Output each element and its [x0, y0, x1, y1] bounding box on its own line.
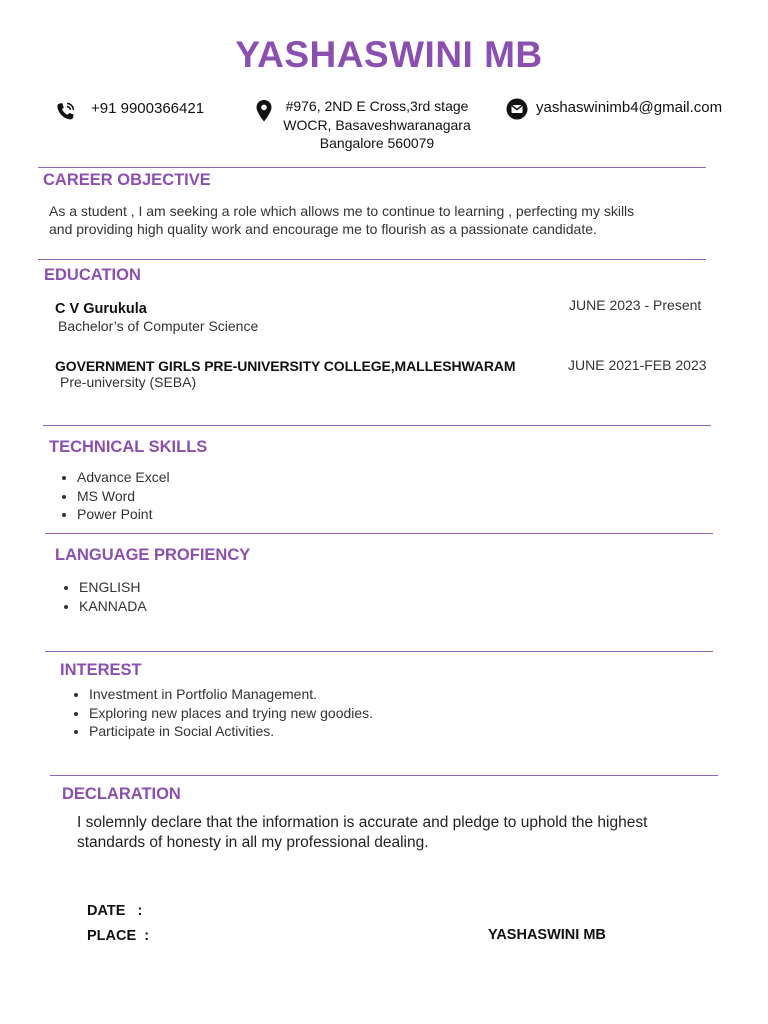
address-line: Bangalore 560079: [319, 135, 435, 151]
phone-number: +91 9900366421: [91, 100, 205, 117]
career-objective-text: [49, 202, 729, 238]
section-divider: [50, 775, 718, 776]
language-list: [59, 578, 147, 615]
place-label: PLACE :: [87, 928, 150, 944]
declaration-text: [77, 813, 737, 853]
education-dates: JUNE 2021-FEB 2023: [568, 357, 707, 373]
list-item: • Power Point: [77, 505, 170, 524]
interest-list: [69, 685, 373, 741]
career-objective-line: As a student , I am seeking a role which allows me to continue to learning , perfecting my skills: [49, 203, 635, 219]
section-divider: [45, 533, 713, 534]
education-school: C V Gurukula: [55, 301, 147, 317]
list-item: • Exploring new places and trying new goodies.: [89, 704, 373, 723]
career-objective-line: and providing high quality work and encourage me to flourish as a passionate candidate.: [49, 221, 597, 237]
declaration-line: I solemnly declare that the information is accurate and pledge to uphold the highest: [77, 814, 648, 831]
address-line: #976, 2ND E Cross,3rd stage: [285, 98, 469, 114]
signature-name: YASHASWINI MB: [488, 927, 606, 943]
date-label: DATE :: [87, 903, 143, 919]
section-divider: [45, 651, 713, 652]
education-school: GOVERNMENT GIRLS PRE-UNIVERSITY COLLEGE,MALLESHWARAM: [55, 358, 516, 374]
email-icon: [506, 98, 528, 120]
section-divider: [43, 425, 711, 426]
education-heading: EDUCATION: [44, 266, 141, 284]
address: [262, 97, 492, 153]
education-dates: JUNE 2023 - Present: [569, 297, 702, 313]
list-item: • ENGLISH: [79, 578, 147, 597]
language-heading: LANGUAGE PROFIENCY: [55, 546, 251, 564]
technical-skills-heading: TECHNICAL SKILLS: [49, 438, 208, 456]
list-item: • MS Word: [77, 487, 170, 506]
list-item: • Participate in Social Activities.: [89, 722, 373, 741]
address-line: WOCR, Basaveshwaranagara: [283, 116, 471, 133]
email-address[interactable]: yashaswinimb4@gmail.com: [536, 99, 723, 116]
list-item: • Advance Excel: [77, 468, 170, 487]
section-divider: [38, 167, 706, 168]
declaration-heading: DECLARATION: [62, 785, 181, 803]
education-degree: Bachelor’s of Computer Science: [58, 318, 259, 334]
technical-skills-list: [57, 468, 170, 524]
declaration-line: standards of honesty in all my professional dealing.: [77, 834, 429, 851]
interest-heading: INTEREST: [60, 661, 142, 679]
career-objective-heading: CAREER OBJECTIVE: [43, 171, 211, 189]
education-degree: Pre-university (SEBA): [60, 374, 197, 390]
phone-icon: [53, 100, 77, 124]
resume-name: YASHASWINI MB: [235, 34, 543, 75]
list-item: • Investment in Portfolio Management.: [89, 685, 373, 704]
section-divider: [38, 259, 706, 260]
list-item: • KANNADA: [79, 597, 147, 616]
